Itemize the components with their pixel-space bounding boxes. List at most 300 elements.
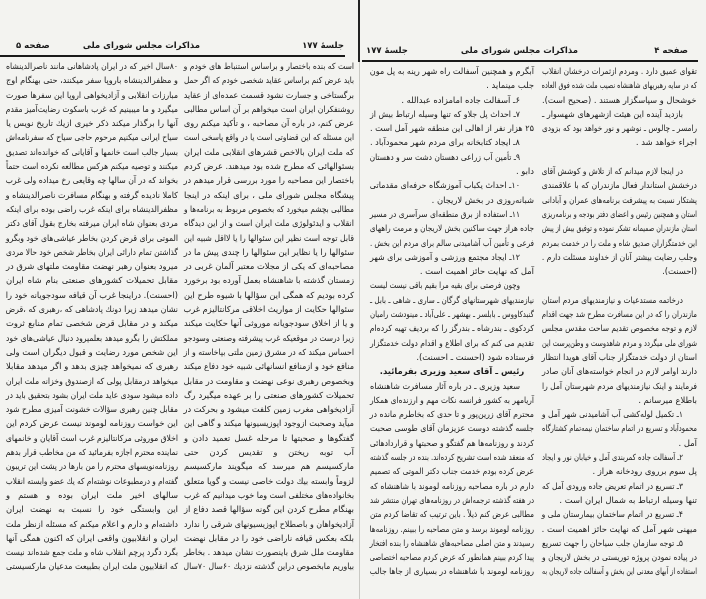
- paragraph-last-line: [542, 464, 697, 478]
- text-line: [370, 336, 534, 350]
- text-line: [184, 102, 354, 116]
- text-line: [542, 364, 697, 378]
- line-text: باید عرض کنم براساس عقاید شخصی خودم که اگر حمل: [184, 75, 354, 86]
- text-line: [184, 302, 354, 316]
- text-line: [542, 321, 697, 335]
- text-line: [184, 502, 354, 516]
- line-text: محمودآباد و تسریع در اتمام ساختمان نیمه‌تمام کشتارگاه: [541, 423, 697, 434]
- line-text: مارکسیسم هم میرسد که میگویند مارکسیسم: [184, 461, 354, 472]
- right-page-header-rule: [362, 60, 698, 62]
- text-line: [184, 459, 354, 473]
- line-text: باطلاع میرسانم .: [638, 394, 697, 405]
- text-line: [184, 431, 354, 445]
- line-text: (احسنت).: [662, 266, 697, 277]
- text-line: [370, 393, 534, 407]
- text-line: [542, 78, 697, 92]
- text-line: [542, 564, 697, 578]
- line-text: نشان میدهد زیرا دونك پادشاهی که ،رهبری که ،قرض: [5, 304, 179, 315]
- text-line: [6, 116, 178, 130]
- paragraph-last-line: [370, 78, 534, 92]
- line-text: سیاح ایرانی میکنیم مرحوم حاجی سیاح که سفرنامه‌اش: [5, 132, 178, 143]
- line-text: بسئوالهائی که مطرح شده بود میدهند. عرض کردم: [184, 161, 354, 172]
- line-text: شورای ملی میگردد و مردم شاهدوست و وطن‌پرست این: [542, 337, 697, 348]
- line-text: اجراء خواهد شد .: [635, 137, 697, 148]
- paragraph-last-line: [370, 164, 534, 178]
- text-line: [6, 459, 178, 473]
- text-line: [370, 293, 534, 307]
- line-text: نماینده محترم اجازه بفرمائید که من مخاطب قرار بدهم: [5, 447, 178, 458]
- text-line: [6, 316, 178, 330]
- text-line: [184, 474, 354, 488]
- line-text: فرستاده شود (احسنت ـ احسنت).: [416, 351, 534, 362]
- line-text: ۱ـ تکمیل لوله‌کشی آب آشامیدنی شهر آمل و: [541, 409, 683, 420]
- line-text: بسیار جالب است خانمها و آقایانی که خوانده‌اند تصدیق: [6, 146, 178, 157]
- text-line: [6, 517, 178, 531]
- text-line: [184, 116, 354, 130]
- text-line: [542, 336, 697, 350]
- paragraph-first-line: [542, 536, 697, 550]
- text-line: [6, 331, 178, 345]
- line-text: برگستاخی و جسارت نشود قسمت عمده‌ای از عقاید: [183, 89, 354, 100]
- paragraph-last-line: [370, 350, 534, 364]
- line-text: سعید وزیری ـ در باره آثار مسافرت شاهنشاه: [370, 380, 520, 391]
- right-page-header: [362, 46, 698, 60]
- text-line: [6, 102, 178, 116]
- blank-line: [542, 278, 697, 292]
- line-text: فرعی و تأمین آب آشامیدنی سالم برای مردم این بخش .: [369, 237, 534, 248]
- text-line: [6, 59, 178, 73]
- line-text: روزنامه لوموند با شاهنشاه در بسیاری از جاها جالب: [369, 566, 534, 577]
- left-page-header-rule: [0, 55, 345, 57]
- line-text: پیدا کردم ببینم همانطور که عرض کردم مصاحبه اختصاصی: [369, 552, 534, 563]
- text-line: [370, 564, 534, 578]
- line-text: که منعقد شده است تشریح کرده‌اند. بنده در جلسه گذشته: [370, 452, 534, 463]
- text-line: [184, 173, 354, 187]
- line-text: لازم و توجه مخصوص تقدیم ساحت مقدس مجلس: [541, 323, 697, 334]
- line-text: کاملا نادیده گرفته و بهنگام مسافرت ناصرالدینشاه و: [5, 189, 179, 200]
- paragraph-last-line: [370, 193, 534, 207]
- line-text: مملکتش را بگرو میدهد بعلمپرود دنبال عیاشی‌های خود: [6, 332, 178, 343]
- text-line: [370, 407, 534, 421]
- paragraph-first-line: [542, 107, 697, 121]
- line-text: آبگرم و همچنین آسفالت راه شهر رینه به پل مون: [369, 66, 534, 76]
- line-text: استان و همچنین رئیس و اعضای دفتر بودجه و برنامه‌ریزی: [541, 208, 697, 219]
- line-text: روزنامه لوموند برسد و متن مصاحبه را ببینم. روزنامه‌ها: [369, 523, 534, 534]
- text-line: [6, 130, 178, 144]
- line-text: سئوالها حکایت از مواریث اخلاقی مرکانتالیزم غرب: [183, 304, 354, 315]
- line-text: استان مازندران صمیمانه تشکر نموده و توفیق بیش از پیش: [542, 223, 697, 234]
- line-text: جاده هراز جهت ساکنین بخش لاریجان و مرمت راههای: [369, 223, 534, 234]
- text-line: [184, 374, 354, 388]
- text-line: [542, 379, 697, 393]
- line-text: بخواند که در آن سالها چه وقایعی رخ میداده ولی غرب: [5, 175, 178, 186]
- line-text: روشنفکران ایران است میخواهم بر آن اساس مطالبی: [183, 103, 354, 114]
- paragraph-first-line: [542, 450, 697, 464]
- right-page-title: مذاکرات مجلس شورای ملی: [460, 46, 578, 56]
- line-text: عرض کنم، در باره آن مصاحبه ، و تأکید میکنم روی: [183, 118, 354, 129]
- text-line: [542, 178, 697, 192]
- line-text: سالهای اخیر ملت ایران بوده و هستم و: [6, 489, 178, 500]
- text-line: [184, 359, 354, 373]
- line-text: ۳ـ تسریع در اتمام تعریض جاده ورودی آمل که: [542, 480, 683, 491]
- left-page-session: جلسهٔ ۱۷۷: [302, 41, 344, 51]
- line-text: مردی بعنوان شاه ایران میرفته بخارج بقول آقای دکتر: [6, 218, 178, 229]
- line-text: داده میشود سودی عاید ملت ایران بشود بتحقیق باید در: [5, 389, 179, 400]
- line-text: وچون فرصتی برای بقیه مرا بقیم باقی نیست لیست: [370, 280, 520, 291]
- line-text: ۲۵ هزار نفر از اهالی این منطقه شهر آمل است .: [370, 123, 534, 134]
- line-text: آریامهر به کشور فرانسه نکات مهم و ارزنده‌ای همکار: [370, 394, 534, 405]
- line-text: میگیرد و ما میبینیم که غرب باسکوت رضایت‌آمیز مقدم: [5, 103, 179, 114]
- paragraph-first-line: [370, 150, 534, 164]
- text-line: [184, 517, 354, 531]
- paragraph-first-line: [542, 479, 697, 493]
- line-text: بلکه بعکس قیافه ناراضی خود را در مقابل نهضت: [184, 532, 354, 543]
- paragraph-line: [370, 93, 534, 107]
- line-text: میآید وصحبت ازوجود اپوزیسیونها میکند و گاهی این: [184, 418, 354, 429]
- text-line: [184, 488, 354, 502]
- text-line: [370, 421, 534, 435]
- text-line: [542, 121, 697, 135]
- line-text: زیرا درست در موقعیکه غرب پیشرفته وصنعتی وسودجو: [184, 332, 354, 343]
- blank-line: [542, 150, 697, 164]
- line-text: گذاشتن تمام دارائی ایران بخاطر شخص خود حالا مردی: [6, 246, 178, 257]
- paragraph-last-line: [542, 522, 697, 536]
- text-line: [6, 88, 178, 102]
- line-text: که انقلابیون ملت ایران بطبیعت مدعیان مارکسیستی: [6, 561, 178, 572]
- line-text: و مظفرالدینشاه باروپا سفر میکنند، حتی بهنگام اوج: [6, 75, 178, 86]
- text-line: [370, 450, 534, 464]
- line-text: آب توبه ریختن و تقدیس کردن حتی: [184, 447, 354, 458]
- line-text: احساس میکند که در مشرق زمین ملتی بپاخاسته و از: [183, 346, 354, 357]
- line-text: آمل که نهایت حائز اهمیت است .: [419, 266, 534, 277]
- text-line: [6, 416, 178, 430]
- text-line: [6, 73, 178, 87]
- line-text: ۱۱ـ استفاده از برق منطقه‌ای سرآسری در مسیر: [369, 208, 520, 219]
- text-line: [6, 431, 178, 445]
- line-text: ۱۰ـ احداث یکباب آموزشگاه حرفه‌ای مقدماتی: [369, 180, 520, 191]
- line-text: اخلاق موروثی مرکانتالیزم غرب است آقایان و خانمهای: [5, 432, 178, 443]
- text-line: [184, 345, 354, 359]
- text-line: [370, 536, 534, 550]
- text-line: [542, 193, 697, 207]
- text-line: [370, 479, 534, 493]
- text-line: [6, 374, 178, 388]
- text-line: [184, 559, 354, 573]
- line-text: گفتگوها و صحبتها تا مرحله غسل تعمید دادن و: [184, 432, 354, 443]
- line-text: میکند و در مقابل قرض شخصی تمام منابع ثروت: [6, 318, 178, 329]
- line-text: آزادیخواهان و باصطلاح اپوزیسیونهای شرقی را ندارد: [183, 518, 354, 529]
- line-text: منافع خود و ازمنافع انسانهائی شبیه خود دفاع میکند: [183, 361, 354, 372]
- line-text: بهنگام مطرح کردن این گونه سؤالها قصد دفاع از: [184, 504, 354, 515]
- text-line: [6, 159, 178, 173]
- paragraph-first-line: [542, 507, 697, 521]
- right-page-number: صفحه ۴: [654, 46, 688, 56]
- line-text: دارند اوامر لازم در انجام خواسته‌های آنان صادر: [541, 366, 697, 377]
- text-line: [6, 445, 178, 459]
- line-text: وجلب رضایت بیشتر آنان از خداوند مسئلت دارم .: [541, 251, 697, 262]
- line-text: ۵ـ توجه سازمان جلب سیاحان را جهت تسریع: [542, 537, 683, 548]
- text-line: [6, 231, 178, 245]
- line-text: گفته‌ام و درمطبوعات نوشته‌ام که یك عضو وابسته انقلاب: [5, 475, 178, 486]
- paragraph-last-line: [542, 264, 697, 278]
- text-line: [184, 216, 354, 230]
- line-text: پشتکار نسبت به پیشرفت برنامه‌های عمران و آبادانی: [542, 194, 697, 205]
- line-text: مصاحبه‌ای که یکی از مجلات معتبر آلمان غربی در: [184, 261, 354, 272]
- line-text: ۹ـ تأمین آب زراعی دهستان دشت سر و دهستان: [369, 151, 520, 162]
- speaker-call-line: [370, 364, 534, 378]
- text-line: [6, 202, 178, 216]
- line-text: نیازمندیهای شهرستانهای گرگان ـ ساری ـ شاهی ـ بابل ـ: [370, 294, 534, 305]
- line-text: استفاده از آبهای معدنی این بخش و آسفالت جاده لاریجان به: [542, 566, 697, 577]
- line-text: میخواهد درمقابل پولی که ازصندوق وخزانه ملت ایران: [5, 375, 179, 386]
- text-line: [184, 59, 354, 73]
- line-text: تنها وسیله ارتباط به شمال ایران است .: [559, 494, 697, 505]
- text-line: [184, 402, 354, 416]
- text-line: [184, 88, 354, 102]
- line-text: مبارزات انقلابی و آزادیخواهی اروپا این سفرها صورت: [6, 89, 178, 100]
- line-text: مطالبی عرض کنم ذیلاً . باین ترتیب که تقاضا کردم متن: [370, 509, 534, 520]
- text-line: [370, 64, 534, 78]
- paragraph-first-line: [370, 207, 534, 221]
- paragraph-first-line: [370, 178, 534, 192]
- text-line: [6, 245, 178, 259]
- text-line: [184, 445, 354, 459]
- line-text: قابل توجه است نظیر این سئوالها را یا لااقل شبیه این: [184, 232, 354, 243]
- text-line: [542, 207, 697, 221]
- line-text: جلسه گذشته دوست عزیزمان آقای طوسی صحبت: [370, 423, 534, 434]
- line-text: بخانواده‌های مختلفی است وما خوب میدانیم که غرب: [184, 489, 354, 500]
- text-line: [184, 531, 354, 545]
- right-page-session: جلسهٔ ۱۷۷: [366, 46, 408, 56]
- line-text: و یا از اخلاق سودجویانه موروثی آنها حکایت میکند: [184, 318, 354, 329]
- line-text: شبانه‌روزی در بخش لاریجان .: [431, 194, 534, 205]
- text-line: [6, 145, 178, 159]
- paragraph-last-line: [542, 393, 697, 407]
- line-text: تحمیلات کشورهای صنعتی را بر عهده میگیرد رگ: [184, 389, 354, 400]
- line-text: ۷ـ احداث پل جلاو که تنها وسیله ارتباط بیش از: [370, 108, 520, 119]
- text-line: [6, 545, 178, 559]
- line-text: آنها را برگذار میکند ذکر خیری ازیك تاریخ نویس یا: [6, 118, 178, 129]
- line-text: کردکوی ـ بندرشاه ـ بندرگز را که بردیف تهیه کرده‌ام: [369, 323, 534, 334]
- text-line: [6, 173, 178, 187]
- paragraph-last-line: [542, 493, 697, 507]
- line-text: محترم آقای زرین‌پور و تا حدی که بخاطرم مانده در: [369, 409, 534, 420]
- text-line: [370, 436, 534, 450]
- paragraph-first-line: [542, 407, 697, 421]
- line-text: این خدمتگزاران صدیق شاه و ملت را در خدمت بمردم: [541, 237, 697, 248]
- text-line: [6, 188, 178, 202]
- text-line: [184, 231, 354, 245]
- line-text: تقوای عمیق دارد . ومردم ازثمرات درخشان انقلاب: [542, 66, 697, 76]
- text-line: [184, 288, 354, 302]
- line-text: میکنند و توصیه میکنم هرکس مطالعه نکرده است حتماً: [5, 161, 179, 172]
- text-line: [542, 421, 697, 435]
- text-line: [370, 507, 534, 521]
- line-text: مازندران را که در این مسافرت مطرح شد جهت اقدام: [541, 309, 697, 320]
- text-line: [6, 402, 178, 416]
- line-text: سئوالها را یا نظایر این سئوالها را چندی پیش ما در: [183, 246, 354, 257]
- text-line: [542, 221, 697, 235]
- line-text: باختصار این مصاحبه را مورد بررسی قرار میدهم در: [183, 175, 354, 186]
- text-line: [370, 321, 534, 335]
- line-text: کردند و روزنامه‌ها هم گفتگو و صحبتها و قراردادهائی: [369, 437, 534, 448]
- line-text: رهبری که نمیخواهد چیزی بدهد و اگر میدهد مقابلا: [6, 361, 178, 372]
- text-line: [542, 350, 697, 364]
- text-line: [184, 245, 354, 259]
- line-text: مطالبی بچشم میخورد که بخصوص مربوط به برنامه‌ها و: [184, 203, 354, 214]
- text-line: [6, 359, 178, 373]
- line-text: این شخص مورد رضایت و قبول دیگران است ولی: [6, 346, 178, 357]
- line-text: انقلاب و ایدئولوژی ملت ایران است و از این دیدگاه: [184, 218, 354, 229]
- text-line: [370, 464, 534, 478]
- text-line: [184, 130, 354, 144]
- text-line: [6, 216, 178, 230]
- line-text: رسیدند و متن اصلی مصاحبه‌های شاهنشاه را بنده افتخار: [369, 537, 534, 548]
- text-line: [6, 288, 178, 302]
- line-text: کرده بودیم که همگی این سؤالها با شیوه طرح این: [184, 289, 354, 300]
- line-text: زمستان گذشته با شاهنشاه بعمل آورده بود برخورد: [184, 275, 354, 286]
- paragraph-last-line: [370, 264, 534, 278]
- line-text: درخاتمه مستدعیات و نیازمندیهای مردم استان: [541, 294, 683, 305]
- text-line: [370, 493, 534, 507]
- line-text: جلب مینماید .: [486, 80, 534, 91]
- line-text: الموتی برای قرض کردن بخاطر عیاشی‌های خود وبگرو: [5, 232, 179, 243]
- line-text: بازدید آینده این هیئت ازشهرهای شهسوار ـ: [542, 108, 683, 119]
- text-line: [6, 474, 178, 488]
- paragraph-first-line: [370, 250, 534, 264]
- line-text: درخشش استاندار فعال مازندران که با علاقمندی: [541, 180, 697, 191]
- text-line: [6, 502, 178, 516]
- line-text: در پیاده نمودن پروژه توریستی در بخش لاریجان و: [542, 552, 697, 563]
- line-text: که در سایه رهبریهای شاهنشاه نصیب ملت شده فوق العاده: [541, 80, 697, 91]
- text-line: [370, 307, 534, 321]
- line-text: است که بنده باختصار و براساس استنباط های خودم و: [183, 61, 354, 71]
- text-line: [542, 307, 697, 321]
- text-line: [542, 550, 697, 564]
- text-line: [542, 250, 697, 264]
- text-line: [370, 236, 534, 250]
- text-line: [184, 416, 354, 430]
- paragraph-last-line: [542, 436, 697, 450]
- line-text: در اینجا لازم میدانم که از تلاش و کوشش آقای: [541, 166, 683, 177]
- line-text: وبخصوص رهبری نوعی نهضت و مقاومت در مقابل: [183, 375, 354, 386]
- right-page-left-column: [370, 64, 534, 579]
- text-line: [370, 221, 534, 235]
- line-text: این خواست روزنامه لوموند نیست عرض کردم این: [5, 418, 178, 429]
- left-page-number: صفحه ۵: [16, 41, 50, 51]
- line-text: ۱۲ـ ایجاد مجتمع ورزشی و آموزشی برای شهر: [370, 251, 520, 262]
- text-line: [370, 550, 534, 564]
- line-text: عرض کرده بودم خدمت جناب دکتر الموتی که تصمیم: [370, 466, 534, 477]
- text-line: [184, 545, 354, 559]
- line-text: مقاومت ملل شرق باینصورت نشان میدهد . بخاطر: [184, 547, 354, 558]
- text-line: [542, 236, 697, 250]
- text-line: [184, 145, 354, 159]
- text-line: [6, 259, 178, 273]
- line-text: مقابل چنین رهبری سؤالات خشونت آمیزی مطرح شود: [5, 404, 178, 415]
- line-text: دارم در باره مصاحبه روزنامه لوموند با شاهنشاه که: [370, 480, 534, 491]
- binding-gutter-line: [358, 0, 360, 62]
- line-text: در هفته گذشته ترجمه‌اش در روزنامه‌های تهران منتشر شد: [370, 494, 534, 505]
- line-text: خوشحال و سپاسگزار هستند . (صحیح است).: [542, 94, 697, 105]
- line-text: ایران و انقلابیون واقعی ایران که اکنون همگی آنها: [6, 532, 178, 543]
- line-text: دابو .: [515, 166, 534, 177]
- text-line: [6, 302, 178, 316]
- line-text: مظفرالدینشاه برای اینکه غرب راضی بوده برای اینکه: [6, 203, 178, 214]
- text-line: [6, 488, 178, 502]
- line-text: پیشگاه مجلس شورای ملی ، برای اینکه در اینجا: [184, 189, 354, 200]
- line-text: روزنامه‌نویسهای محترم را من بارها در پشت این تریبون: [5, 461, 179, 472]
- line-text: فرمایند و اینک نیازمندیهای مردم شهرستان آمل را: [542, 380, 697, 391]
- line-text: آمل .: [678, 437, 697, 448]
- line-text: که ملت ایران بالاخص قشرهای انقلابی ملت ایران: [184, 146, 354, 157]
- line-text: (احسنت). دراینجا غرب آن قیافه سودجویانه خود را: [5, 289, 179, 300]
- line-text: مقابل تحمیلات کشورهای صنعتی بنام شاه ایران: [6, 275, 178, 286]
- line-text: ۴ـ تسریع در اتمام ساختمان بیمارستان ملی و: [541, 509, 683, 520]
- text-line: [184, 159, 354, 173]
- line-text: ۸۰سال اخیر که در ایران پادشاهانی مانند ناصرالدینشاه: [6, 61, 178, 71]
- speaker-line: [370, 379, 534, 393]
- paragraph-first-line: [370, 107, 534, 121]
- line-text: تقدیم می کنم که برای اطلاع و اقدام دولت خدمتگزار: [370, 337, 534, 348]
- text-line: [6, 531, 178, 545]
- text-line: [184, 188, 354, 202]
- text-line: [6, 559, 178, 573]
- text-line: [6, 388, 178, 402]
- text-line: [184, 259, 354, 273]
- paragraph-last-line: [370, 121, 534, 135]
- text-line: [542, 64, 697, 78]
- left-page-right-column: [184, 59, 354, 574]
- paragraph-line: [370, 135, 534, 149]
- line-text: پل سوم برروی رودخانه هراز .: [592, 466, 697, 477]
- line-text: استان از دولت خدمتگزار جناب آقای هویدا انتظار: [541, 351, 697, 362]
- line-text: لزوماً وابسته بیك دولت خاصی نیست و گویا متعلق: [184, 475, 354, 486]
- text-line: [370, 522, 534, 536]
- line-text: رئیس ـ آقای سعید وزیری بفرمائید.: [379, 366, 525, 377]
- line-text: این مسئله که این قضاوتی است یا در واقع پاسخی است: [184, 132, 354, 143]
- left-page-header: [0, 41, 350, 55]
- text-line: [184, 202, 354, 216]
- right-page-right-column: [542, 64, 697, 579]
- line-text: رامسر ـ چالوس ـ نوشهر و نور خواهد بود که بزودی: [542, 123, 697, 134]
- text-line: [184, 273, 354, 287]
- line-text: ۸ـ ایجاد کتابخانه برای مردم شهر محمودآباد .: [370, 137, 520, 148]
- line-text: میهنی شهر آمل که نهایت حائز اهمیت است .: [541, 523, 697, 534]
- line-text: میرود بعنوان رهبر نهضت مقاومت ملتهای شرق در: [6, 261, 178, 272]
- line-text: آزادیخواهی مغرب زمین کلفت میشود و بحرکت در: [183, 404, 354, 415]
- text-line: [184, 73, 354, 87]
- paragraph-last-line: [542, 135, 697, 149]
- paragraph-first-line: [370, 278, 534, 292]
- paragraph-last-line: [542, 93, 697, 107]
- paragraph-first-line: [542, 164, 697, 178]
- line-text: ۲ـ آسفالت جاده کمربندی آمل و خیابان نور و ایجاد: [542, 452, 683, 463]
- paragraph-first-line: [542, 293, 697, 307]
- text-line: [6, 273, 178, 287]
- text-line: [184, 388, 354, 402]
- line-text: بیاوریم مابخصوص دراین گذشته نزدیك ۶۰سال ۷۰سال: [183, 561, 354, 572]
- left-page-left-column: [6, 59, 178, 574]
- line-text: بگرد دگرد پرچم انقلاب شاه و ملت جمع شده‌اند نیست: [5, 547, 178, 558]
- text-line: [184, 331, 354, 345]
- line-text: گنبدکاووس ـ بابلسر ـ بهشهر ـ علی‌آباد ـ مینودشت رامیان: [370, 309, 534, 320]
- line-text: این وابستگی خود را نسبت به نهضت ایران: [6, 504, 178, 515]
- line-text: ۶ـ آسفالت جاده امامزاده عبدالله .: [401, 94, 520, 105]
- line-text: داشته‌ام و دارم و اعلام میکنم که مسئله ازنظر ملت: [5, 518, 179, 529]
- text-line: [6, 345, 178, 359]
- text-line: [184, 316, 354, 330]
